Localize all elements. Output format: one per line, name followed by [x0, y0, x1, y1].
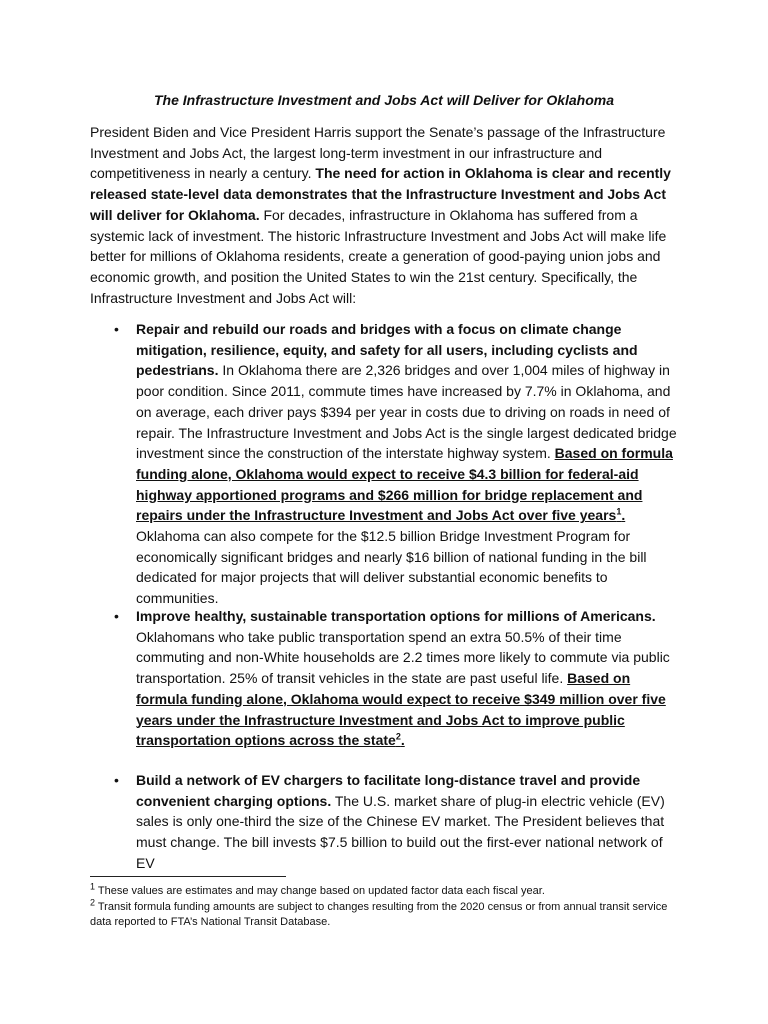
bullet-marker: •	[114, 321, 119, 337]
footnote-ref-2[interactable]: 2	[395, 731, 401, 742]
bullet-text: In Oklahoma there are 2,326 bridges and over 1,004 miles of highway in poor condition. Since 2011, commute times have increased by 7.7% in Oklahoma, and on average, each driver pays $394 per year in costs due to driving on roads in need of repair. The Infrastructure Investment and Jobs Act is the single largest dedicated bridge investment since the construction of the interstate highway system.	[136, 362, 677, 462]
intro-bold-text: The need for action in Oklahoma is clear and recently released state-level data demonstrates that the Infrastructure Investment and Jobs Act will deliver for Oklahoma.	[90, 165, 671, 223]
bullet-marker: •	[114, 772, 119, 788]
bullet-funding-end: .	[400, 732, 405, 749]
footnote-number: 1	[90, 881, 96, 892]
bullet-funding-end: .	[621, 507, 626, 524]
bullet-item-transit	[114, 606, 680, 751]
bullet-lead: Improve healthy, sustainable transportation options for millions of Americans.	[136, 608, 656, 624]
footnote-text: Transit formula funding amounts are subject to changes resulting from the 2020 census or from annual transit service data reported to FTA’s National Transit Database.	[90, 900, 668, 928]
footnote-2	[90, 896, 690, 931]
bullet-lead: Repair and rebuild our roads and bridges with a focus on climate change mitigation, resilience, equity, and safety for all users, including cyclists and pedestrians.	[136, 321, 638, 379]
footnotes	[90, 881, 690, 931]
bullet-text-2: Oklahoma can also compete for the $12.5 billion Bridge Investment Program for economically significant bridges and nearly $16 billion of national funding in the bill dedicated for major projects that will deliver substantial economic benefits to communities.	[136, 528, 647, 607]
footnote-text: These values are estimates and may change based on updated factor data each fiscal year.	[95, 885, 545, 897]
bullet-marker: •	[114, 608, 119, 624]
intro-text-1: President Biden and Vice President Harris support the Senate’s passage of the Infrastructure Investment and Jobs Act, the largest long-term investment in our infrastructure and competitiveness in nearly a century.	[90, 124, 666, 182]
footnote-separator	[90, 876, 286, 877]
bullet-funding-text: Based on formula funding alone, Oklahoma would expect to receive $349 million over five years under the Infrastructure Investment and Jobs Act to improve public transportation options across the state	[136, 670, 666, 749]
footnote-1	[90, 881, 690, 900]
bullet-lead: Build a network of EV chargers to facilitate long-distance travel and provide convenient charging options.	[136, 772, 641, 809]
footnote-number: 2	[90, 896, 96, 907]
intro-text-2: For decades, infrastructure in Oklahoma has suffered from a systemic lack of investment. The historic Infrastructure Investment and Jobs Act will make life better for millions of Oklahoma residents, create a generation of good-paying union jobs and economic growth, and position the United States to win the 21st century. Specifically, the Infrastructure Investment and Jobs Act will:	[90, 206, 667, 306]
bullet-text: Oklahomans who take public transportation spend an extra 50.5% of their time commuting and non-White households are 2.2 times more likely to commute via public transportation. 25% of transit vehicles in the state are past useful life.	[136, 628, 670, 687]
bullet-item-roads-bridges	[114, 319, 680, 609]
footnote-ref-1[interactable]: 1	[616, 506, 622, 517]
document-title: The Infrastructure Investment and Jobs Act will Deliver for Oklahoma	[153, 92, 615, 108]
intro-paragraph	[90, 122, 682, 308]
bullet-item-ev-chargers	[114, 770, 680, 874]
bullet-text: The U.S. market share of plug-in electric vehicle (EV) sales is only one-third the size of the Chinese EV market. The President believes that must change. The bill invests $7.5 billion to build out the first-ever national network of EV	[136, 792, 665, 871]
bullet-funding-text: Based on formula funding alone, Oklahoma would expect to receive $4.3 billion for federal-aid highway apportioned programs and $266 million for bridge replacement and repairs under the Infrastructure Investment and Jobs Act over five years	[136, 445, 673, 524]
